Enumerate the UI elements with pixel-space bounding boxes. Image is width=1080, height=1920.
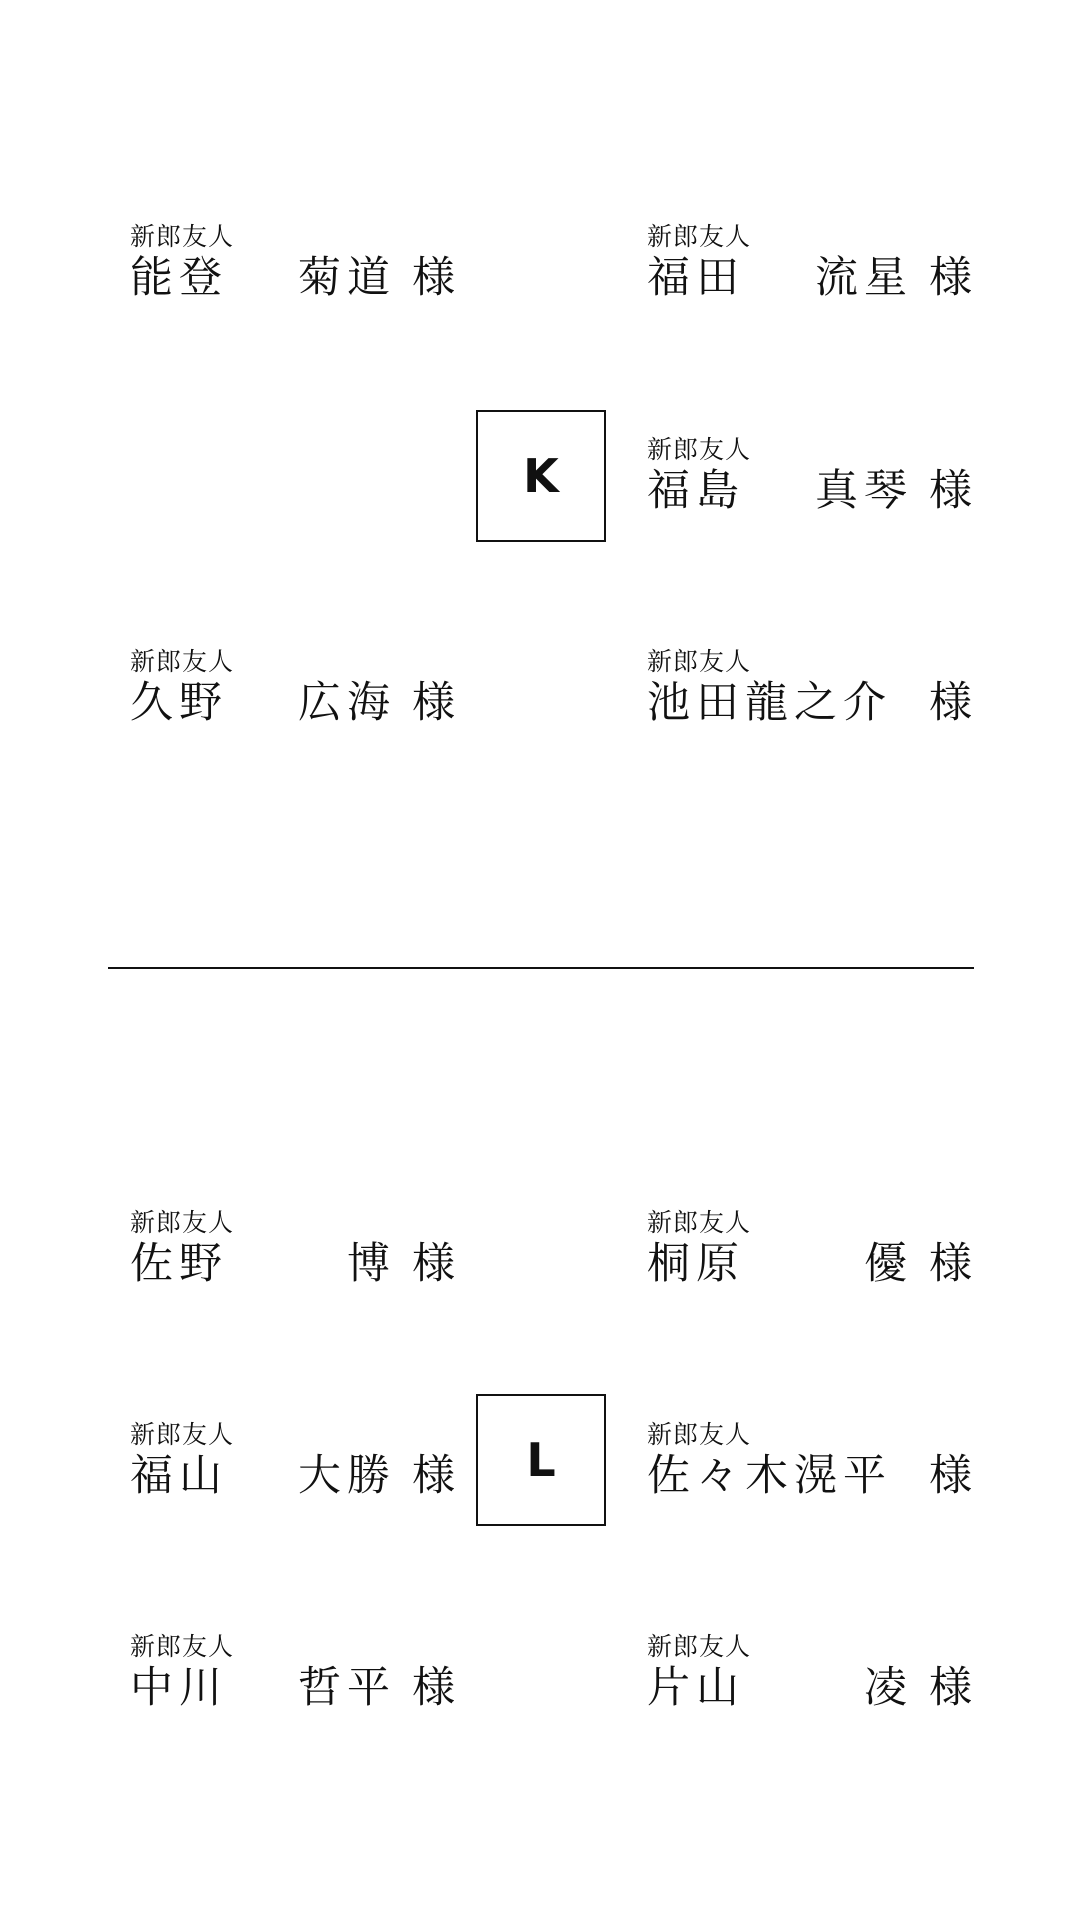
guest-family-name: 福山 bbox=[130, 1451, 228, 1501]
guest-honorific: 様 bbox=[412, 1663, 455, 1713]
guest-relation: 新郎友人 bbox=[130, 1420, 235, 1449]
guest-given-name: 滉平 bbox=[794, 1451, 892, 1501]
guest-honorific: 様 bbox=[929, 253, 972, 303]
guest-card bbox=[130, 1632, 455, 1714]
table-label-box bbox=[476, 410, 606, 542]
guest-honorific: 様 bbox=[412, 1239, 455, 1289]
guest-name bbox=[647, 677, 972, 729]
guest-family-name: 福島 bbox=[647, 466, 745, 516]
guest-honorific: 様 bbox=[412, 1451, 455, 1501]
guest-card bbox=[647, 222, 972, 304]
guest-honorific: 様 bbox=[929, 1239, 972, 1289]
guest-name bbox=[130, 1662, 455, 1714]
guest-card bbox=[647, 435, 972, 517]
guest-given-name: 博 bbox=[347, 1239, 396, 1289]
guest-relation: 新郎友人 bbox=[130, 647, 235, 676]
guest-card bbox=[647, 647, 972, 729]
guest-family-name: 福田 bbox=[647, 253, 745, 303]
guest-name bbox=[130, 677, 455, 729]
guest-family-name: 中川 bbox=[130, 1663, 228, 1713]
guest-card bbox=[647, 1632, 972, 1714]
guest-given-name: 哲平 bbox=[298, 1663, 396, 1713]
guest-card bbox=[130, 647, 455, 729]
guest-relation: 新郎友人 bbox=[647, 222, 752, 251]
guest-name bbox=[647, 252, 972, 304]
guest-given-name: 流星 bbox=[815, 253, 913, 303]
guest-card bbox=[130, 222, 455, 304]
guest-relation: 新郎友人 bbox=[647, 1420, 752, 1449]
guest-given-name: 菊道 bbox=[298, 253, 396, 303]
guest-given-name: 優 bbox=[864, 1239, 913, 1289]
guest-name bbox=[130, 1450, 455, 1502]
guest-honorific: 様 bbox=[412, 678, 455, 728]
section-divider bbox=[108, 967, 974, 969]
guest-relation: 新郎友人 bbox=[647, 435, 752, 464]
guest-family-name: 能登 bbox=[130, 253, 228, 303]
table-label: L bbox=[526, 1433, 556, 1487]
guest-honorific: 様 bbox=[412, 253, 455, 303]
guest-card bbox=[647, 1420, 972, 1502]
guest-relation: 新郎友人 bbox=[130, 1208, 235, 1237]
guest-given-name: 凌 bbox=[864, 1663, 913, 1713]
guest-honorific: 様 bbox=[929, 678, 972, 728]
guest-relation: 新郎友人 bbox=[647, 1208, 752, 1237]
guest-name bbox=[647, 1662, 972, 1714]
guest-family-name: 片山 bbox=[647, 1663, 745, 1713]
guest-given-name: 龍之介 bbox=[745, 678, 892, 728]
guest-relation: 新郎友人 bbox=[647, 1632, 752, 1661]
guest-given-name: 真琴 bbox=[815, 466, 913, 516]
guest-honorific: 様 bbox=[929, 1451, 972, 1501]
guest-card bbox=[130, 1420, 455, 1502]
guest-name bbox=[647, 1450, 972, 1502]
guest-card bbox=[647, 1208, 972, 1290]
guest-relation: 新郎友人 bbox=[130, 222, 235, 251]
guest-given-name: 大勝 bbox=[298, 1451, 396, 1501]
guest-family-name: 佐々木 bbox=[647, 1451, 794, 1501]
guest-name bbox=[130, 252, 455, 304]
table-label: K bbox=[523, 449, 559, 503]
guest-family-name: 佐野 bbox=[130, 1239, 228, 1289]
table-label-box bbox=[476, 1394, 606, 1526]
guest-name bbox=[647, 465, 972, 517]
guest-given-name: 広海 bbox=[298, 678, 396, 728]
guest-card bbox=[130, 1208, 455, 1290]
guest-honorific: 様 bbox=[929, 466, 972, 516]
guest-name bbox=[647, 1238, 972, 1290]
guest-family-name: 久野 bbox=[130, 678, 228, 728]
guest-relation: 新郎友人 bbox=[647, 647, 752, 676]
guest-family-name: 桐原 bbox=[647, 1239, 745, 1289]
guest-name bbox=[130, 1238, 455, 1290]
guest-honorific: 様 bbox=[929, 1663, 972, 1713]
guest-relation: 新郎友人 bbox=[130, 1632, 235, 1661]
guest-family-name: 池田 bbox=[647, 678, 745, 728]
